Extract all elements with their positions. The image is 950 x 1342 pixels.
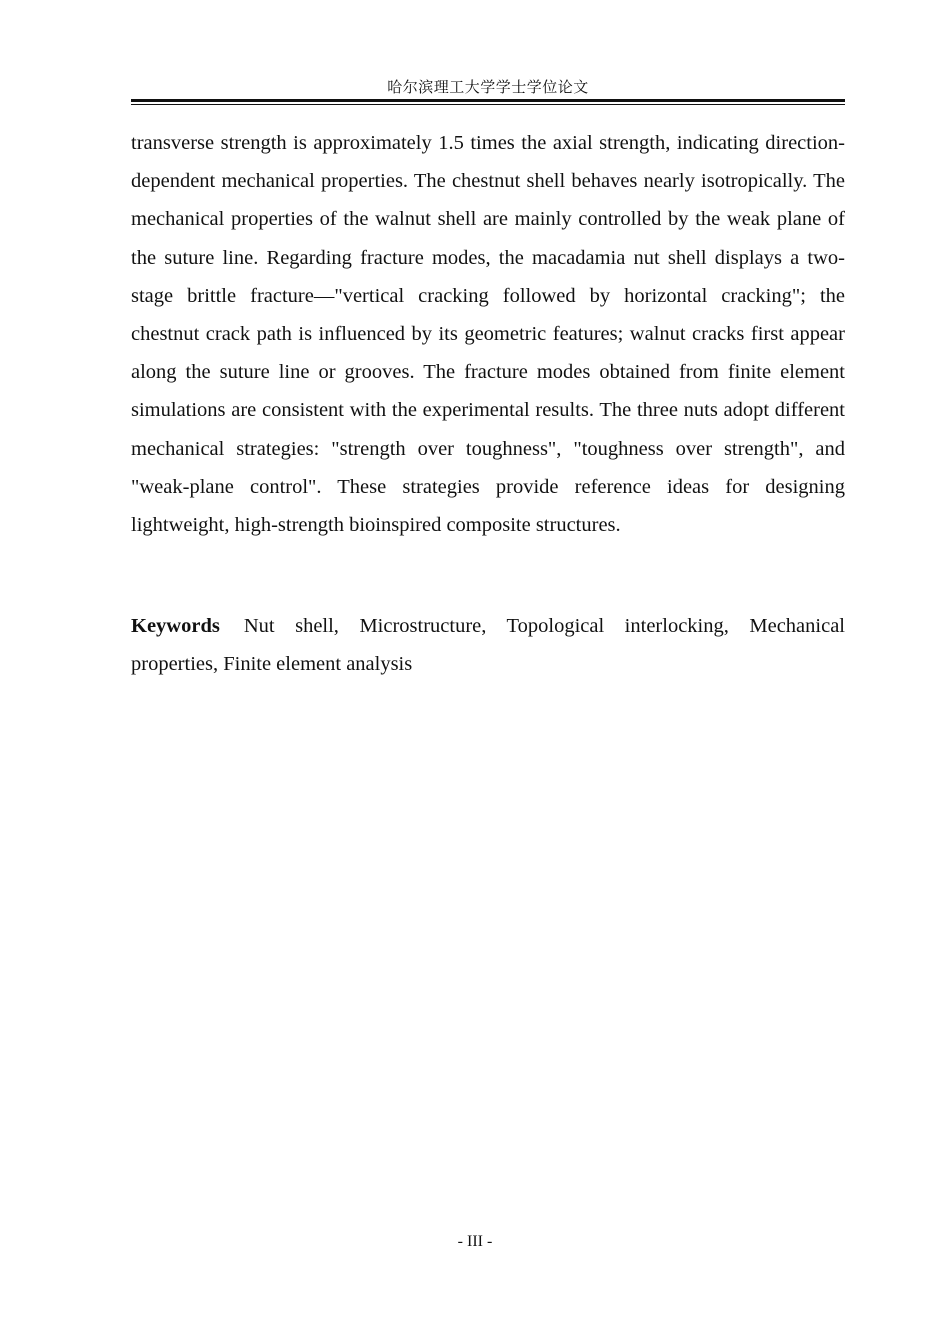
header-rule-thick	[131, 99, 845, 102]
page-number: - III -	[457, 1233, 493, 1250]
keywords-list: Nut shell, Microstructure, Topological interlocking, Mechanical properties, Finite element analysis	[131, 615, 845, 676]
header-rule-thin	[131, 104, 845, 105]
keywords-line	[131, 607, 845, 683]
running-header: 哈尔滨理工大学学士学位论文	[387, 80, 589, 96]
keywords-label: Keywords	[131, 615, 220, 637]
abstract-paragraph: transverse strength is approximately 1.5 times the axial strength, indicating direction-dependent mechanical properties. The chestnut shell behaves nearly isotropically. The mechanical properties of the walnut shell are mainly controlled by the weak plane of the suture line. Regarding fracture modes, the macadamia nut shell displays a two-stage brittle fracture—"vertical cracking followed by horizontal cracking"; the chestnut crack path is influenced by its geometric features; walnut cracks first appear along the suture line or grooves. The fracture modes obtained from finite element simulations are consistent with the experimental results. The three nuts adopt different mechanical strategies: "strength over toughness", "toughness over strength", and "weak-plane control". These strategies provide reference ideas for designing lightweight, high-strength bioinspired composite structures.	[131, 132, 845, 537]
